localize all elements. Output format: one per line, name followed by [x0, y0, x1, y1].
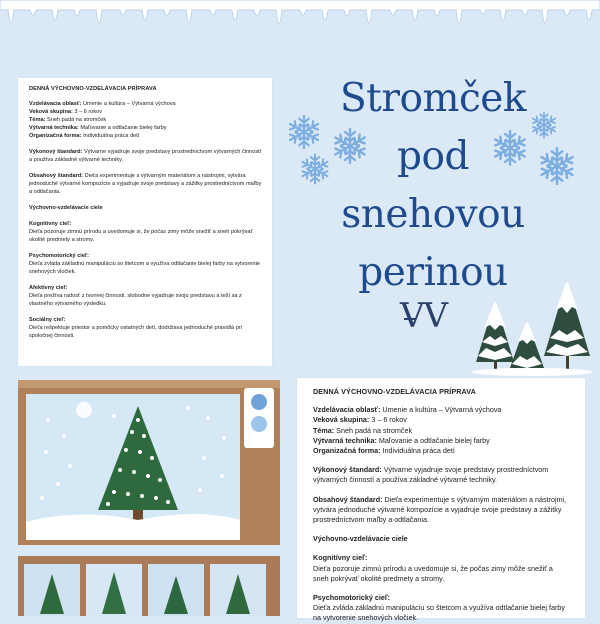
plan-content-standard: Obsahový štandard: Dieťa experimentuje s výtvarným materiálom a nástrojmi, vytvára jednoduché výtvarné kompozície a vyjadruje svoje predstavy a zážitky prostredníctvom maľby a odtlačania. [313, 494, 567, 525]
author-initials: VV [400, 296, 448, 336]
snowflake-icon [285, 113, 323, 151]
plan-social-label: Sociálny cieľ: [29, 317, 66, 323]
plan-content-standard: Obsahový štandard: Dieťa experimentuje s výtvarným materiálom a nástrojmi, vytvára jednoduché výtvarné kompozície a vyjadruje svoje predstavy a zážitky prostredníctvom maľby a odtlačania. [29, 173, 262, 195]
plan-topic: Téma: Sneh padá na stromček [313, 425, 413, 435]
plan-heading: DENNÁ VÝCHOVNO-VZDELÁVACIA PRÍPRAVA [313, 387, 476, 396]
plan-affective-label: Afektívny cieľ: [29, 285, 68, 291]
plan-social-text: Dieťa rešpektuje priestor a pomôcky ostatných detí, dodržiava jednoduché pravidlá pri spoločnej činnosti. [29, 325, 242, 339]
plan-performance-standard: Výkonový štandard: Výtvarne vyjadruje svoje predstavy prostredníctvom výtvarných činností a používa základné výtvarné techniky. [29, 149, 262, 163]
artwork-photo [18, 380, 280, 545]
snowflake-icon [536, 145, 578, 187]
plan-technique: Výtvarná technika: Maľovanie a odtlačanie bielej farby [29, 125, 167, 131]
snowy-tree-icon [470, 280, 595, 375]
plan-psychomotor-text: Dieťa zvláda základnú manipuláciu so štetcom a využíva odtlačanie bielej farby na vytvorenie snehových vločiek. [29, 261, 260, 275]
plan-goals-heading: Výchovno-vzdelávacie ciele [313, 534, 408, 544]
lesson-plan-card [18, 78, 272, 366]
icicle-border [0, 0, 600, 50]
paint-palette [244, 388, 274, 448]
plan-heading: DENNÁ VÝCHOVNO-VZDELÁVACIA PRÍPRAVA [29, 86, 157, 92]
lesson-plan-card-duplicate [297, 378, 585, 623]
plan-age: Veková skupina: 3 – 6 rokov [313, 415, 407, 425]
plan-area: Vzdelávacia oblasť: Umenie a kultúra – Výtvarná výchova [29, 101, 176, 107]
plan-cognitive-label: Kognitívny cieľ: [29, 221, 72, 227]
group-artworks-photo [18, 556, 280, 616]
title-line: perinou [358, 250, 508, 295]
snowflake-icon [330, 126, 370, 166]
plan-cognitive-text: Dieťa pozoruje zimnú prírodu a uvedomuje si, že počas zimy môže snežiť a sneh pokrývať okolité predmety a stromy. [29, 229, 253, 243]
plan-cognitive-label: Kognitívny cieľ: [313, 553, 368, 563]
plan-area: Vzdelávacia oblasť: Umenie a kultúra – Výtvarná výchova [313, 405, 502, 415]
plan-topic: Téma: Sneh padá na stromček [29, 117, 107, 123]
tree-right [544, 280, 590, 372]
page-title [318, 70, 548, 302]
plan-form: Organizačná forma: Individuálna práca detí [29, 133, 140, 139]
tree-middle [510, 320, 544, 374]
tree-left [476, 300, 514, 372]
plan-affective-text: Dieťa prežíva radosť z tvorivej činnosti, slobodne vyjadruje svoju predstavu a teší sa z vlastného výtvarného výsledku. [29, 293, 242, 307]
plan-performance-standard: Výkonový štandard: Výtvarne vyjadruje svoje predstavy prostredníctvom výtvarných činností a používa základné výtvarné techniky. [313, 465, 549, 485]
title-line: snehovou [341, 192, 525, 237]
snowflake-icon [529, 110, 559, 140]
snowflake-icon [298, 152, 332, 186]
plan-goals-heading: Výchovno-vzdelávacie ciele [29, 205, 103, 211]
plan-psychomotor-label: Psychomotorický cieľ: [29, 253, 89, 259]
title-line: pod [397, 134, 469, 179]
plan-form: Organizačná forma: Individuálna práca detí [313, 446, 455, 456]
title-line: Stromček [339, 76, 527, 121]
snowflake-icon [490, 128, 530, 168]
plan-psychomotor-label: Psychomotorický cieľ: [313, 593, 391, 603]
plan-psychomotor-text: Dieťa zvláda základnú manipuláciu so štetcom a využíva odtlačanie bielej farby na vytvorenie snehových vločiek. [313, 603, 565, 623]
plan-age: Veková skupina: 3 – 6 rokov [29, 109, 103, 115]
plan-cognitive-text: Dieťa pozoruje zimnú prírodu a uvedomuje si, že počas zimy môže snežiť a sneh pokrývať okolité predmety a stromy. [313, 563, 553, 583]
plan-technique: Výtvarná technika: Maľovanie a odtlačanie bielej farby [313, 435, 490, 445]
